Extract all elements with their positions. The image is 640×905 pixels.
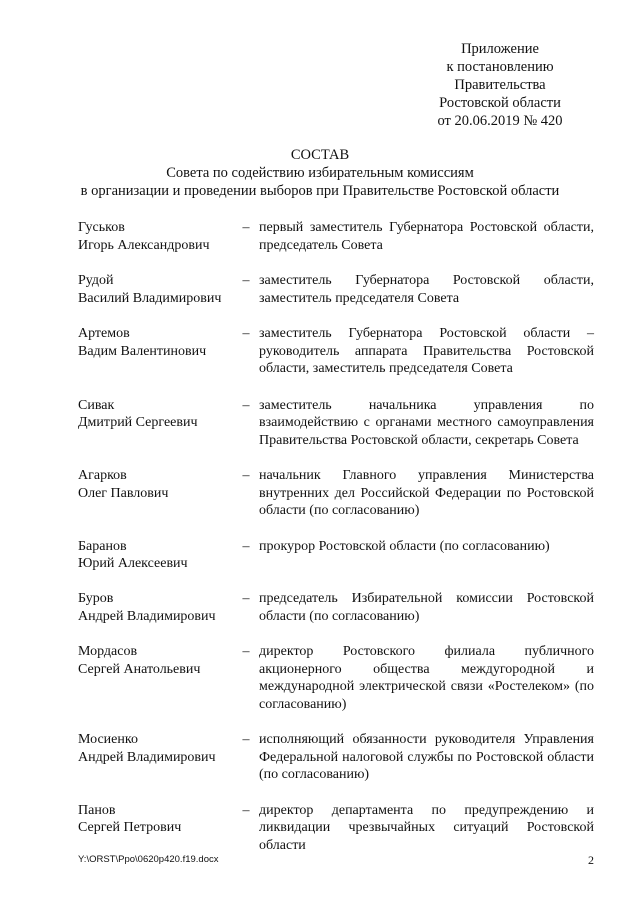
member-dash: – <box>242 220 250 235</box>
member-surname: Агарков <box>78 468 127 483</box>
appendix-line: к постановлению <box>446 59 554 75</box>
member-name <box>78 325 238 360</box>
member-given-name: Сергей Анатольевич <box>78 661 201 677</box>
appendix-line: Правительства <box>454 77 546 93</box>
member-role: заместитель начальника управления по взаимодействию с органами местного самоуправления Правительства Ростовской области, секретарь Совета <box>259 397 594 448</box>
member-role: директор Ростовского филиала публичного акционерного общества междугородной и международной электрической связи «Ростелеком» (по согласованию) <box>259 644 594 712</box>
member-given-name: Юрий Алексеевич <box>78 556 188 571</box>
member-row <box>78 731 594 784</box>
member-row <box>78 325 594 378</box>
footer-file-path: Y:\ORST\Ppo\0620p420.f19.docx <box>78 854 219 865</box>
member-role: председатель Избирательной комиссии Ростовской области (по согласованию) <box>259 591 594 624</box>
title-line-1: Совета по содействию избирательным комиссиям <box>166 165 474 181</box>
member-name <box>78 802 238 837</box>
member-row <box>78 397 594 450</box>
member-name <box>78 397 238 432</box>
member-name <box>78 467 238 502</box>
member-surname: Артемов <box>78 326 130 341</box>
member-row <box>78 272 594 307</box>
member-given-name: Вадим Валентинович <box>78 343 207 359</box>
member-surname: Рудой <box>78 273 114 288</box>
member-given-name: Дмитрий Сергеевич <box>78 414 198 430</box>
member-surname: Мосиенко <box>78 732 138 747</box>
member-role: исполняющий обязанности руководителя Управления Федеральной налоговой службы по Ростовской области (по согласованию) <box>259 732 594 782</box>
member-surname: Баранов <box>78 538 127 554</box>
member-name <box>78 590 238 625</box>
title-line-2: в организации и проведении выборов при Правительстве Ростовской области <box>80 183 560 199</box>
member-dash: – <box>242 468 250 483</box>
member-surname: Буров <box>78 591 114 606</box>
member-dash: – <box>242 326 250 341</box>
member-role: начальник Главного управления Министерства внутренних дел Российской Федерации по Ростовской области (по согласованию) <box>259 468 594 518</box>
member-name <box>78 219 238 254</box>
page-number: 2 <box>588 853 594 867</box>
member-given-name: Андрей Владимирович <box>78 608 216 624</box>
member-role: первый заместитель Губернатора Ростовской области, председатель Совета <box>259 220 594 253</box>
member-given-name: Игорь Александрович <box>78 237 210 253</box>
member-row <box>78 538 594 571</box>
member-name <box>78 538 238 573</box>
member-surname: Сивак <box>78 397 115 413</box>
member-given-name: Андрей Владимирович <box>78 749 216 765</box>
member-row <box>78 467 594 520</box>
member-role: заместитель Губернатора Ростовской области – руководитель аппарата Правительства Ростовской области, заместитель председателя Совета <box>259 326 594 376</box>
member-role: заместитель Губернатора Ростовской области, заместитель председателя Совета <box>259 273 594 306</box>
appendix-header <box>420 40 580 130</box>
appendix-line: от 20.06.2019 № 420 <box>437 113 563 129</box>
member-dash: – <box>242 644 250 659</box>
member-name <box>78 643 238 678</box>
member-given-name: Василий Владимирович <box>78 290 222 306</box>
member-given-name: Олег Павлович <box>78 485 169 501</box>
member-row <box>78 802 594 855</box>
member-list <box>78 219 594 854</box>
member-name <box>78 272 238 307</box>
member-role: прокурор Ростовской области (по согласованию) <box>259 538 550 554</box>
appendix-line: Ростовской области <box>439 95 561 111</box>
member-surname: Мордасов <box>78 644 138 659</box>
member-name <box>78 731 238 766</box>
member-given-name: Сергей Петрович <box>78 820 182 835</box>
member-dash: – <box>242 732 250 747</box>
member-dash: – <box>242 397 250 413</box>
member-surname: Панов <box>78 802 116 818</box>
member-dash: – <box>242 591 250 606</box>
member-dash: – <box>242 538 250 554</box>
member-dash: – <box>242 273 250 288</box>
member-row <box>78 643 594 713</box>
member-row <box>78 219 594 254</box>
member-surname: Гуськов <box>78 220 125 235</box>
member-role: директор департамента по предупреждению и ликвидации чрезвычайных ситуаций Ростовской области <box>259 802 594 853</box>
title-main: СОСТАВ <box>290 147 350 163</box>
member-dash: – <box>242 802 250 818</box>
member-row <box>78 590 594 625</box>
document-title <box>0 146 640 200</box>
appendix-line: Приложение <box>461 41 539 57</box>
